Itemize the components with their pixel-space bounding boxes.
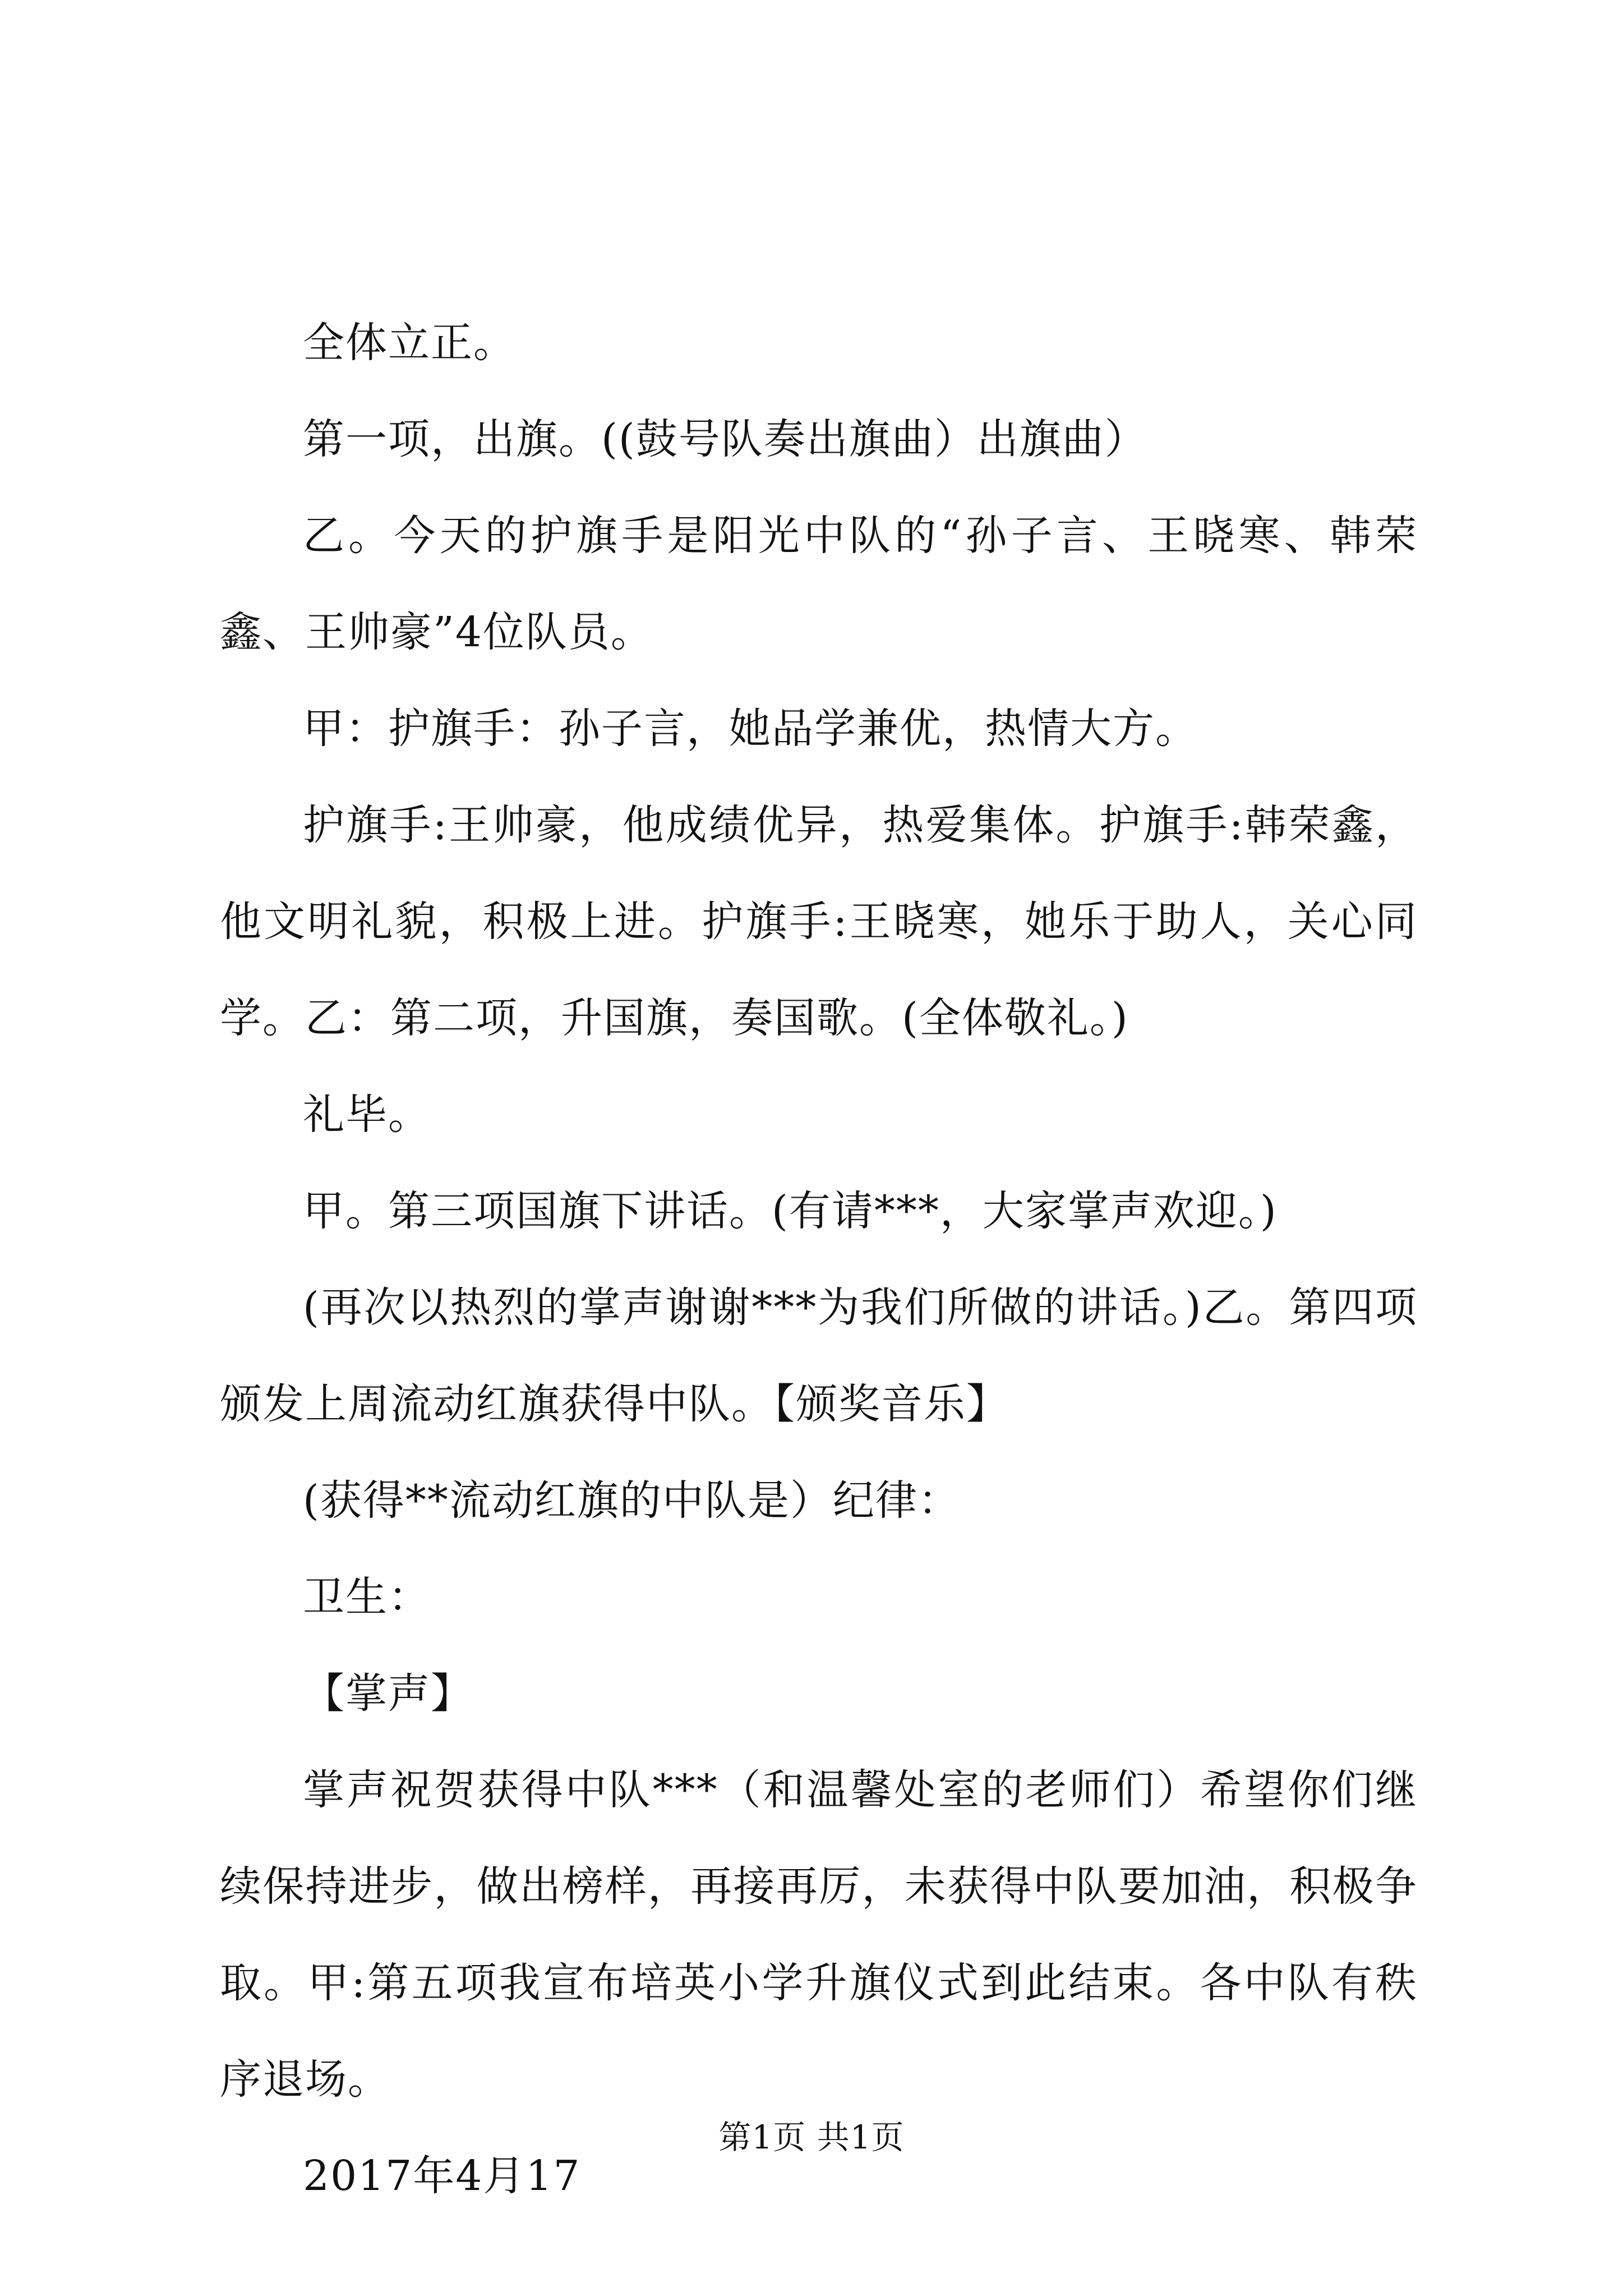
document-body [220, 295, 1418, 2224]
paragraph-item-one-flag-out: 第一项，出旗。((鼓号队奏出旗曲）出旗曲） [303, 415, 1147, 463]
paragraph-hygiene-winner: 卫生： [303, 1573, 431, 1621]
paragraph-applause: 【掌声】 [303, 1669, 473, 1718]
paragraph-stand-at-attention: 全体立正。 [303, 319, 516, 367]
paragraph-flag-guards-intro: 乙。今天的护旗手是阳光中队的“孙子言、王晓寒、韩荣鑫、王帅豪”4位队员。 [220, 512, 1418, 656]
paragraph-salute-finished: 礼毕。 [303, 1091, 431, 1139]
paragraph-guard-sun-ziyan: 甲：护旗手：孙子言，她品学兼优，热情大方。 [303, 705, 1198, 753]
paragraph-speech-under-flag: 甲。第三项国旗下讲话。(有请***，大家掌声欢迎。) [303, 1187, 1278, 1235]
page-footer: 第1页 共1页 [718, 2118, 905, 2156]
paragraph-congratulations-and-closing: 掌声祝贺获得中队***（和温馨处室的老师们）希望你们继续保持进步，做出榜样，再接再厉，未获得中队要加油，积极争取。甲:第五项我宣布培英小学升旗仪式到此结束。各中队有秩序退场。 [220, 1766, 1418, 2104]
paragraph-thanks-and-red-flag-award: (再次以热烈的掌声谢谢***为我们所做的讲话。)乙。第四项颁发上周流动红旗获得中队。【颁奖音乐】 [220, 1283, 1418, 1428]
paragraph-guards-and-anthem: 护旗手:王帅豪，他成绩优异，热爱集体。护旗手:韩荣鑫，他文明礼貌，积极上进。护旗手:王晓寒，她乐于助人，关心同学。乙：第二项，升国旗，奏国歌。(全体敬礼。) [220, 801, 1418, 1042]
paragraph-discipline-winner: (获得**流动红旗的中队是）纪律： [303, 1476, 961, 1525]
paragraph-date: 2017年4月17 [303, 2152, 581, 2200]
